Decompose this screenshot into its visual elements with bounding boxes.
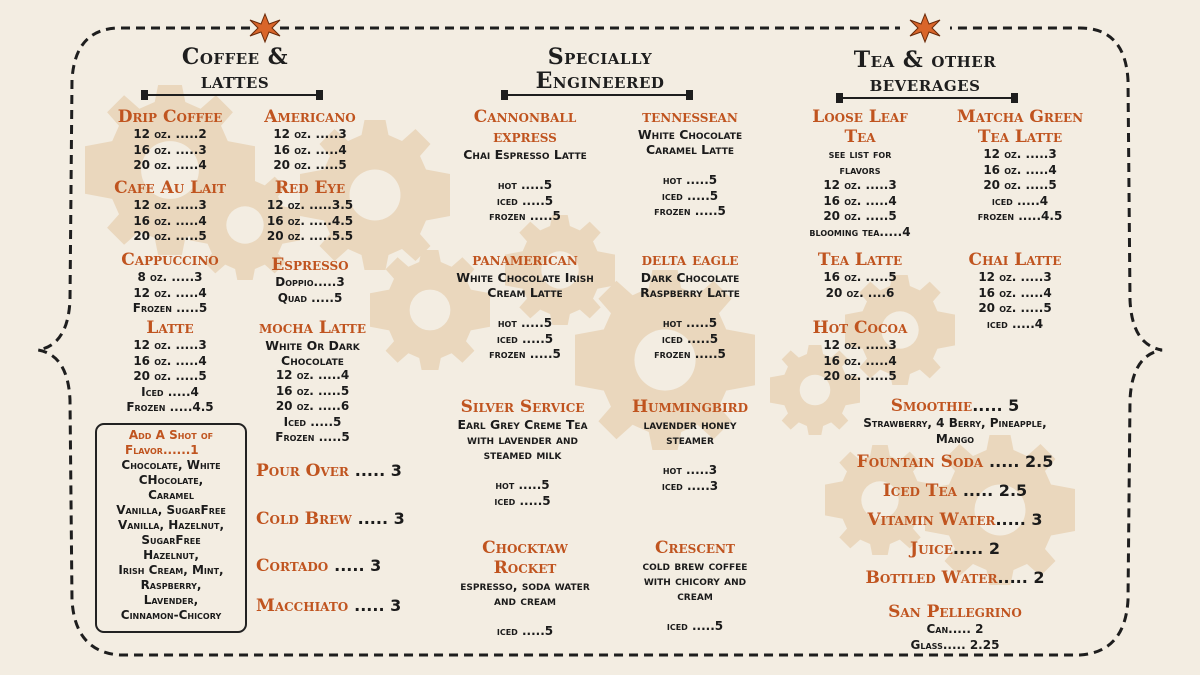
price-line: iced .....5: [494, 493, 551, 508]
price-line: 20 oz. .....5: [978, 301, 1052, 315]
menu-item-cortado: [256, 556, 381, 576]
item-price: ..... 3: [357, 509, 405, 528]
item-description: with lavender and: [467, 432, 578, 447]
menu-item-silver-service: [430, 397, 615, 509]
price-line: frozen .....5: [654, 347, 726, 361]
star-icon: [910, 14, 940, 42]
menu-item-crescent: [615, 538, 775, 635]
price-line: 16 oz. .....4: [978, 285, 1052, 300]
item-name: Iced Tea: [882, 481, 957, 501]
price-line: iced .....5: [661, 188, 719, 203]
flavor-line: Vanilla, SugarFree: [116, 503, 226, 517]
price-line: iced .....5: [666, 619, 724, 633]
menu-item-tennessean: [615, 107, 765, 220]
price-line: 12 oz. .....3: [133, 198, 207, 212]
menu-item-vitamin-water: [800, 510, 1110, 530]
price-line: 20 oz. .....5: [823, 209, 897, 223]
item-name: Cold Brew: [256, 509, 352, 529]
item-name: San Pellegrino: [888, 602, 1022, 622]
flavor-line: Caramel: [148, 488, 194, 502]
price-line: 20 oz. .....5: [133, 369, 207, 383]
item-description: Dark Chocolate: [640, 270, 740, 285]
menu-item-san-pellegrino: [840, 602, 1070, 653]
section-title-line: beverages: [869, 71, 981, 97]
item-description: Strawberry, 4 Berry, Pineapple,: [863, 416, 1047, 430]
item-description: with chicory and: [643, 573, 747, 588]
price-line: Frozen .....4.5: [126, 400, 214, 414]
section-title-line: Engineered: [535, 68, 665, 94]
item-name: panamerican: [472, 250, 578, 270]
item-description: White Or Dark: [265, 338, 360, 353]
price-line: hot .....5: [497, 316, 553, 330]
price-line: 12 oz. .....2: [133, 127, 207, 141]
item-description: cold brew coffee: [642, 558, 748, 573]
item-name: Macchiato: [256, 596, 349, 616]
item-description: espresso, soda water: [460, 578, 590, 593]
item-price: ..... 5: [972, 396, 1020, 415]
menu-item-latte: [100, 318, 240, 416]
flavor-line: Hazelnut,: [143, 548, 199, 562]
item-name: Chocktaw: [482, 538, 568, 558]
item-description: steamer: [666, 432, 714, 447]
price-line: hot .....5: [662, 316, 718, 330]
price-line: 20 oz. .....5.5: [266, 229, 354, 243]
item-description: Earl Grey Creme Tea: [457, 417, 588, 432]
item-description: steamed milk: [483, 447, 562, 462]
price-line: 16 oz. .....4: [823, 193, 897, 208]
price-line: 12 oz. .....3: [273, 127, 347, 141]
price-line: Glass..... 2.25: [910, 637, 1000, 652]
flavor-line: Irish Cream, Mint,: [118, 563, 224, 577]
section-title-line: Coffee &: [181, 44, 289, 70]
item-price: ..... 3: [354, 596, 402, 615]
price-line: 12 oz. .....3: [983, 147, 1057, 161]
price-line: blooming tea.....4: [809, 224, 911, 239]
price-line: 20 oz. .....5: [133, 229, 207, 243]
menu-item-panamerican: [430, 250, 620, 363]
flavor-title: Add A Shot of: [128, 428, 214, 442]
price-line: Frozen .....5: [275, 430, 350, 444]
price-line: 16 oz. .....5: [275, 383, 350, 398]
menu-item-iced-tea: [800, 481, 1110, 501]
item-description: White Chocolate: [637, 127, 743, 142]
section-title-line: Tea & other: [853, 47, 997, 73]
price-line: Doppio.....3: [275, 275, 345, 289]
item-price: ..... 3: [995, 510, 1043, 529]
section-title-line: Specially: [547, 44, 653, 70]
menu-item-hummingbird: [615, 397, 765, 494]
item-name: mocha Latte: [258, 318, 367, 338]
price-line: iced .....5: [496, 193, 554, 208]
item-name: Cortado: [256, 556, 329, 576]
price-line: iced .....4: [986, 316, 1044, 331]
price-line: 20 oz. .....4: [133, 158, 207, 172]
item-name: Red Eye: [274, 178, 346, 198]
item-name: Americano: [264, 107, 356, 127]
price-line: 16 oz. .....4: [273, 142, 347, 157]
menu-item-cappuccino: [100, 250, 240, 317]
item-price: ..... 2: [997, 568, 1045, 587]
flavor-line: Lavender,: [143, 593, 199, 607]
menu-item-pour-over: [256, 461, 402, 481]
price-line: frozen .....4.5: [977, 209, 1063, 223]
item-name: Silver Service: [460, 397, 585, 417]
flavor-line: SugarFree: [141, 533, 201, 547]
price-line: hot .....3: [662, 463, 718, 477]
menu-item-matcha-green-tea-latte: [945, 107, 1095, 225]
menu-item-mocha-latte: [240, 318, 385, 446]
menu-item-americano: [245, 107, 375, 174]
price-line: iced .....3: [661, 478, 719, 493]
price-line: iced .....5: [496, 624, 554, 638]
price-line: 12 oz. .....4: [133, 285, 207, 300]
price-line: iced .....5: [496, 331, 554, 346]
price-line: 16 oz. .....4: [133, 213, 207, 228]
menu-item-smoothie: [820, 396, 1090, 447]
price-line: 16 oz. .....4: [983, 162, 1057, 177]
menu-item-delta-eagle: [615, 250, 765, 363]
menu-item-juice: [800, 539, 1110, 559]
item-name: Smoothie: [890, 396, 973, 416]
item-price: ..... 2: [952, 539, 1000, 558]
price-line: Can..... 2: [926, 622, 984, 636]
item-name: Espresso: [271, 255, 349, 275]
item-name: Cafe Au Lait: [114, 178, 226, 198]
price-line: 8 oz. .....3: [137, 270, 203, 284]
section-title-line: lattes: [200, 68, 270, 94]
item-name: Tea: [844, 127, 876, 147]
price-line: 12 oz. .....3: [823, 338, 897, 352]
price-line: 20 oz. .....5: [983, 178, 1057, 192]
star-icon: [250, 14, 280, 42]
menu-item-cannonball-express: [440, 107, 610, 225]
price-line: 12 oz. .....3: [978, 270, 1052, 284]
item-description: Caramel Latte: [645, 142, 735, 157]
price-line: 20 oz. .....5: [273, 158, 347, 172]
price-line: 16 oz. .....5: [823, 270, 897, 284]
price-line: frozen .....5: [489, 347, 561, 361]
item-name: Tea Latte: [977, 127, 1063, 147]
price-line: 20 oz. ....6: [825, 285, 895, 300]
item-name: Vitamin Water: [867, 510, 996, 530]
menu-item-macchiato: [256, 596, 401, 616]
item-description: Chocolate: [281, 353, 344, 368]
price-line: hot .....5: [497, 178, 553, 192]
price-line: 20 oz. .....6: [275, 399, 350, 413]
price-line: hot .....5: [495, 478, 550, 492]
item-description: lavender honey: [643, 417, 737, 432]
price-line: Iced .....5: [283, 414, 342, 429]
section-title-coffee: [140, 45, 330, 93]
menu-item-chai-latte: [945, 250, 1085, 332]
price-line: frozen .....5: [489, 209, 561, 223]
item-description: and cream: [494, 593, 556, 608]
item-name: Chai Latte: [968, 250, 1062, 270]
menu-item-bottled-water: [800, 568, 1110, 588]
menu-item-drip-coffee: [100, 107, 240, 174]
item-name: Matcha Green: [956, 107, 1084, 127]
item-name: delta eagle: [641, 250, 739, 270]
section-title-special: [500, 45, 700, 93]
price-line: Iced .....4: [141, 384, 199, 399]
item-name: Cannonball: [473, 107, 577, 127]
price-line: 16 oz. .....4.5: [266, 213, 354, 228]
menu-item-tea-latte: [780, 250, 940, 301]
price-line: iced .....5: [661, 331, 719, 346]
item-description: Mango: [935, 431, 975, 446]
item-name: tennessean: [642, 107, 738, 127]
price-line: 12 oz. .....3: [823, 178, 897, 192]
section-title-tea: [825, 48, 1025, 96]
menu-item-red-eye: [245, 178, 375, 245]
item-name: Juice: [910, 539, 953, 559]
price-line: 12 oz. .....3: [133, 338, 207, 352]
item-name: Rocket: [493, 558, 557, 578]
item-price: ..... 3: [354, 461, 402, 480]
item-price: ..... 3: [334, 556, 382, 575]
price-line: 12 oz. .....4: [275, 368, 350, 382]
flavor-price: Flavor......1: [125, 443, 199, 457]
item-name: express: [493, 127, 557, 147]
item-price: ..... 2.5: [989, 452, 1054, 471]
item-name: Fountain Soda: [856, 452, 984, 472]
menu-item-hot-cocoa: [780, 318, 940, 385]
item-description: Raspberry Latte: [640, 285, 740, 300]
item-name: Crescent: [655, 538, 735, 558]
item-price: ..... 2.5: [962, 481, 1028, 500]
price-line: 12 oz. .....3.5: [266, 198, 354, 212]
item-name: Bottled Water: [865, 568, 998, 588]
flavor-line: Cinnamon-Chicory: [120, 608, 222, 622]
item-description: flavors: [839, 162, 881, 177]
menu-item-loose-leaf-tea: [780, 107, 940, 240]
price-line: Frozen .....5: [132, 301, 208, 315]
price-line: 16 oz. .....4: [133, 353, 207, 368]
item-description: cream: [677, 588, 713, 603]
menu-item-chocktaw-rocket: [440, 538, 610, 640]
price-line: iced .....4: [991, 193, 1049, 208]
price-line: frozen .....5: [654, 204, 726, 218]
item-description: White Chocolate Irish: [456, 270, 594, 285]
item-name: Cappuccino: [121, 250, 219, 270]
item-description: Chai Espresso Latte: [463, 147, 587, 162]
flavor-line: Raspberry,: [140, 578, 202, 592]
menu-item-fountain-soda: [800, 452, 1110, 472]
item-name: Drip Coffee: [117, 107, 223, 127]
item-name: Tea Latte: [817, 250, 903, 270]
menu-item-cold-brew: [256, 509, 405, 529]
menu-item-espresso: [245, 255, 375, 306]
item-description: see list for: [828, 147, 892, 161]
item-name: Hummingbird: [631, 397, 749, 417]
item-description: Cream Latte: [487, 285, 563, 300]
item-name: Hot Cocoa: [812, 318, 908, 338]
flavor-line: Vanilla, Hazelnut,: [117, 518, 225, 532]
menu-item-cafe-au-lait: [100, 178, 240, 245]
flavor-line: Chocolate, White: [121, 458, 221, 472]
price-line: 16 oz. .....4: [823, 353, 897, 368]
item-name: Pour Over: [256, 461, 349, 481]
item-name: Loose Leaf: [812, 107, 908, 127]
price-line: 16 oz. .....3: [133, 142, 207, 157]
price-line: Quad .....5: [277, 290, 343, 305]
flavor-line: CHocolate,: [138, 473, 204, 487]
price-line: 20 oz. .....5: [823, 369, 897, 383]
price-line: hot .....5: [662, 173, 718, 187]
flavor-list: [95, 428, 247, 623]
item-name: Latte: [146, 318, 194, 338]
